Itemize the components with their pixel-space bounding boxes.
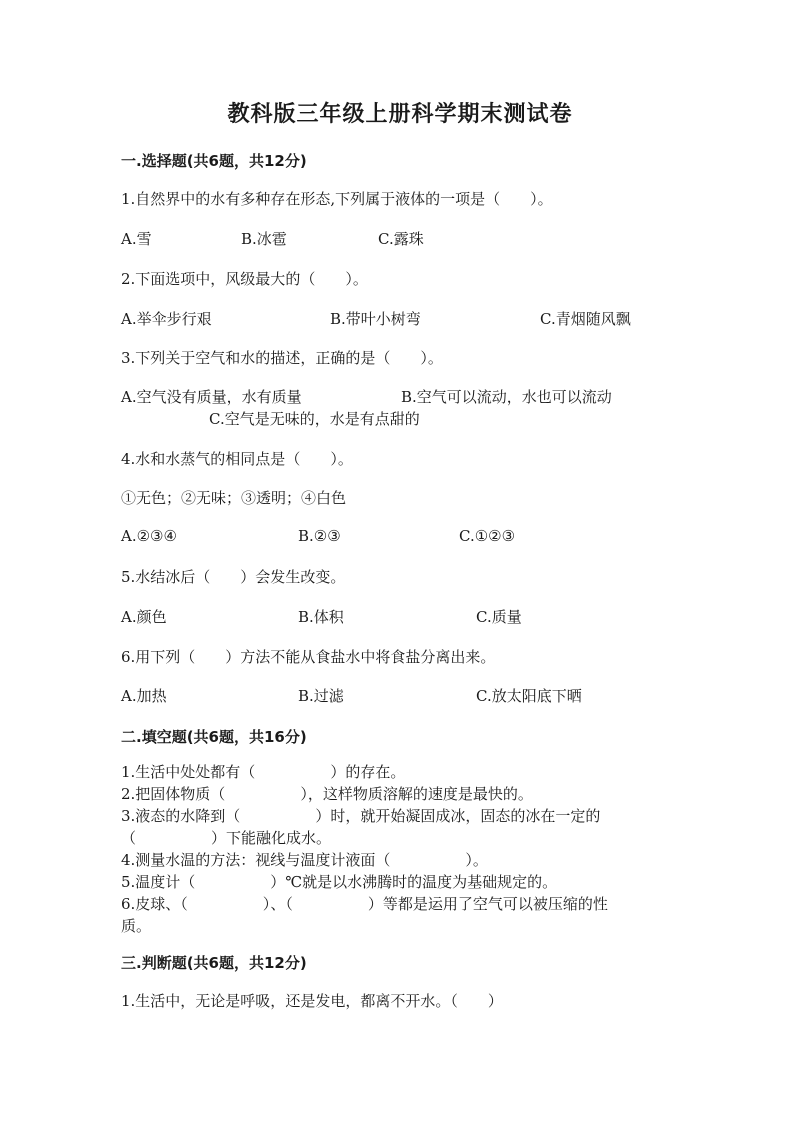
question-2-stem: 2.下面选项中，风级最大的（ ）。 — [121, 270, 368, 288]
section-heading-choice: 一.选择题(共6题，共12分) — [121, 152, 307, 170]
question-2-option-c: C.青烟随风飘 — [540, 310, 631, 328]
fill-line-4: （ ）下能融化成水。 — [121, 829, 332, 847]
question-3-option-a: A.空气没有质量，水有质量 — [121, 388, 302, 406]
question-5-option-c: C.质量 — [476, 608, 522, 626]
question-1-option-c: C.露珠 — [378, 230, 424, 248]
question-6-option-a: A.加热 — [121, 687, 167, 705]
exam-title: 教科版三年级上册科学期末测试卷 — [227, 101, 573, 127]
question-6-option-b: B.过滤 — [298, 687, 344, 705]
question-3-stem: 3.下列关于空气和水的描述，正确的是（ ）。 — [121, 349, 443, 367]
question-4-option-b: B.②③ — [298, 527, 341, 545]
fill-line-6: 5.温度计（ ）℃就是以水沸腾时的温度为基础规定的。 — [121, 873, 558, 891]
question-3-option-b: B.空气可以流动，水也可以流动 — [401, 388, 612, 406]
fill-line-1: 1.生活中处处都有（ ）的存在。 — [121, 763, 406, 781]
question-4-option-c: C.①②③ — [459, 527, 516, 545]
fill-line-8: 质。 — [121, 917, 152, 935]
question-5-option-b: B.体积 — [298, 608, 344, 626]
question-5-option-a: A.颜色 — [121, 608, 167, 626]
question-1-option-a: A.雪 — [121, 230, 152, 248]
section-heading-judge: 三.判断题(共6题，共12分) — [121, 954, 307, 972]
question-2-option-b: B.带叶小树弯 — [330, 310, 421, 328]
question-6-stem: 6.用下列（ ）方法不能从食盐水中将食盐分离出来。 — [121, 648, 496, 666]
judge-question-1: 1.生活中，无论是呼吸，还是发电，都离不开水。（ ） — [121, 992, 503, 1010]
question-1-stem: 1.自然界中的水有多种存在形态,下列属于液体的一项是（ ）。 — [121, 190, 553, 208]
question-1-option-b: B.冰雹 — [241, 230, 287, 248]
fill-line-7: 6.皮球、（ ）、（ ）等都是运用了空气可以被压缩的性 — [121, 895, 608, 913]
fill-line-5: 4.测量水温的方法：视线与温度计液面（ ）。 — [121, 851, 488, 869]
question-4-stem: 4.水和水蒸气的相同点是（ ）。 — [121, 450, 353, 468]
fill-line-3: 3.液态的水降到（ ）时，就开始凝固成冰，固态的冰在一定的 — [121, 807, 601, 825]
question-3-option-c: C.空气是无味的，水是有点甜的 — [209, 410, 420, 428]
section-heading-fill: 二.填空题(共6题，共16分) — [121, 728, 307, 746]
question-4-statements: ①无色；②无味；③透明；④白色 — [121, 489, 347, 507]
question-5-stem: 5.水结冰后（ ）会发生改变。 — [121, 568, 346, 586]
question-6-option-c: C.放太阳底下晒 — [476, 687, 582, 705]
fill-line-2: 2.把固体物质（ ），这样物质溶解的速度是最快的。 — [121, 785, 533, 803]
question-2-option-a: A.举伞步行艰 — [121, 310, 212, 328]
question-4-option-a: A.②③④ — [121, 527, 177, 545]
